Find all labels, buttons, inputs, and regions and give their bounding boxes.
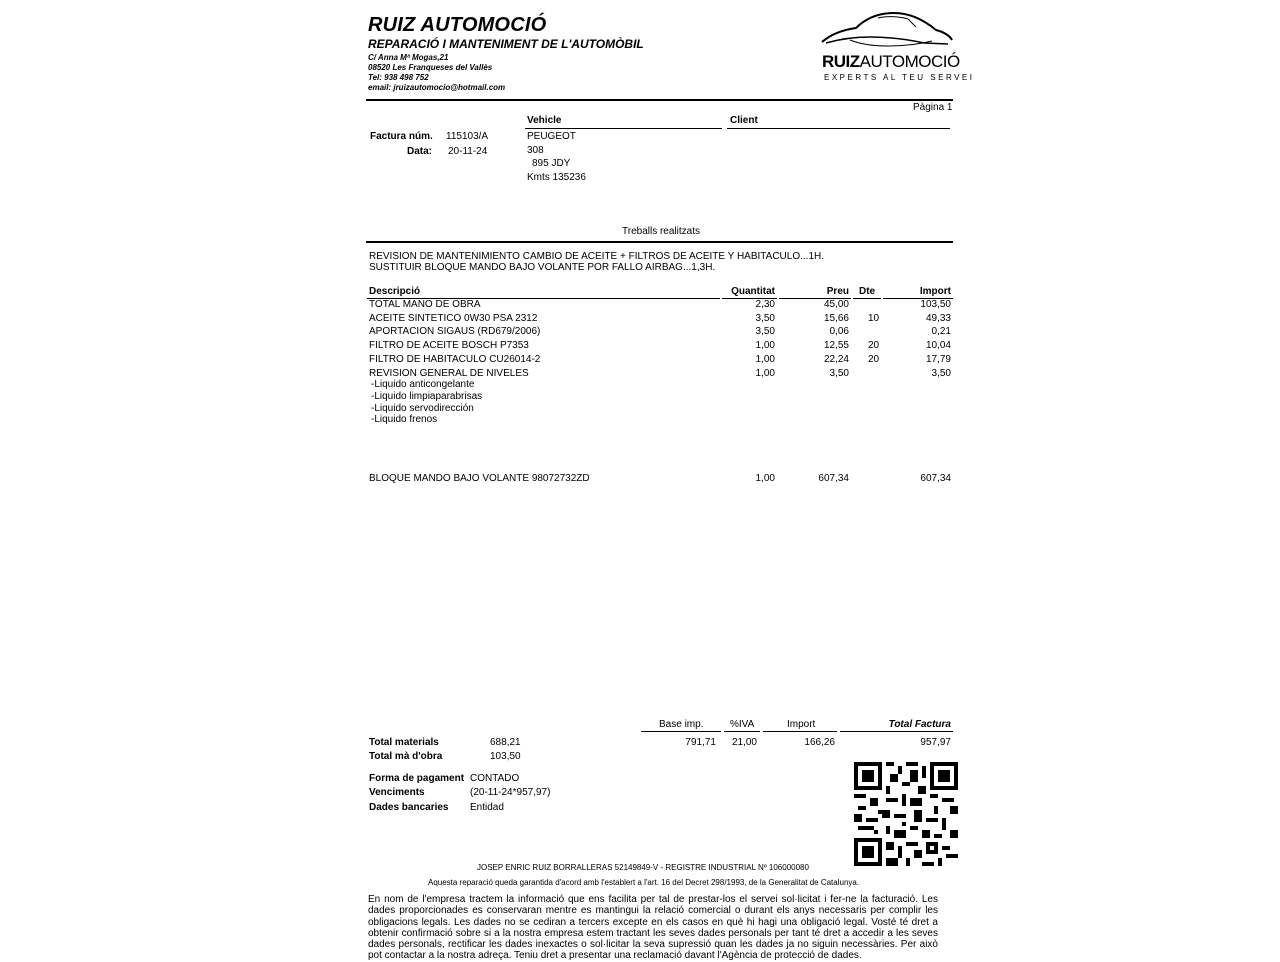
- bank-label: Dades bancaries: [369, 802, 449, 813]
- qr-code-icon: [854, 762, 958, 866]
- work-rule: [366, 241, 953, 243]
- registry-line: JOSEP ENRIC RUIZ BORRALLERAS 52149849-V - REGISTRE INDUSTRIAL Nº 106000080: [477, 863, 809, 872]
- row-amount: 17,79: [925, 354, 951, 365]
- row-amount: 10,04: [925, 340, 951, 351]
- row-description: APORTACION SIGAUS (RD679/2006): [369, 326, 541, 337]
- vat-amount-value: 166,26: [804, 737, 835, 748]
- vehicle-header: Vehicle: [527, 115, 562, 126]
- invoice-date-label: Data:: [407, 146, 433, 157]
- invoice-date: 20-11-24: [448, 146, 488, 157]
- row-discount: 10: [868, 313, 880, 324]
- total-invoice-value: 957,97: [920, 737, 951, 748]
- row-amount: 607,34: [920, 473, 951, 484]
- base-value: 791,71: [685, 737, 716, 748]
- work-line: SUSTITUIR BLOQUE MANDO BAJO VOLANTE POR FALLO AIRBAG...1,3H.: [369, 262, 716, 273]
- row-amount: 103,50: [920, 299, 951, 310]
- col-rule-dte: [853, 298, 881, 299]
- vehicle-plate: 895 JDY: [532, 158, 571, 169]
- payment-method-label: Forma de pagament: [369, 773, 465, 784]
- col-header-amount: Import: [919, 286, 951, 297]
- work-line: REVISION DE MANTENIMIENTO CAMBIO DE ACEITE + FILTROS DE ACEITE Y HABITACULO...1H.: [369, 251, 824, 262]
- row-description: BLOQUE MANDO BAJO VOLANTE 98072732ZD: [369, 473, 590, 484]
- base-label: Base imp.: [659, 719, 704, 730]
- totals-rule-base: [641, 731, 721, 732]
- vat-label: %IVA: [730, 719, 755, 730]
- row-amount: 3,50: [931, 368, 951, 379]
- col-header-description: Descripció: [369, 286, 421, 297]
- company-email: email: jruizautomocio@hotmail.com: [368, 83, 506, 92]
- bank-value: Entidad: [470, 802, 504, 813]
- work-title: Treballs realitzats: [622, 226, 700, 237]
- row-amount: 0,21: [931, 326, 951, 337]
- row-description: TOTAL MANO DE OBRA: [369, 299, 481, 310]
- row-description: REVISION GENERAL DE NIVELES: [369, 368, 529, 379]
- row-description: ACEITE SINTETICO 0W30 PSA 2312: [369, 313, 538, 324]
- warranty-line: Aquesta reparació queda garantida d'acord amb l'establert a l'art. 16 del Decret 298/1993, de la Generalitat de Catalunya.: [428, 878, 860, 887]
- row-quantity: 1,00: [755, 354, 775, 365]
- col-header-discount: Dte: [859, 286, 876, 297]
- company-address: C/ Anna Mª Mogas,21: [368, 53, 449, 62]
- row-quantity: 1,00: [755, 368, 775, 379]
- row-price: 15,66: [823, 313, 849, 324]
- logo-bold: RUIZ: [822, 52, 860, 71]
- page-number: Pàgina 1: [913, 102, 953, 113]
- labour-value: 103,50: [490, 751, 521, 762]
- row-price: 3,50: [829, 368, 849, 379]
- logo-tagline: EXPERTS AL TEU SERVEI: [824, 73, 975, 82]
- row-price: 12,55: [823, 340, 849, 351]
- vehicle-make: PEUGEOT: [527, 131, 576, 142]
- row-subline: -Liquido servodirección: [371, 403, 474, 414]
- vehicle-model: 308: [527, 145, 544, 156]
- due-value: (20-11-24*957,97): [470, 787, 551, 798]
- privacy-text: En nom de l'empresa tractem la informació que ens facilita per tal de prestar-los el servei sol·licitat i fer-ne la facturació. Les dades proporcionades es conservaran mentre es mantingui la relació comercial o durant els anys necessaris per complir les obligacions legals. Les dades no se cediran a tercers excepte en els casos en què hi hagi una obligació legal. Vosté té dret a obtenir confirmació sobre si a la nostra empresa estem tractant les seves dades personals per tant té dret a accedir a les seves dades personals, rectificar les dades inexactes o sol·licitar la seva supressió quan les dades ja no siguin necessàries. Per això pot contactar a la nostra adreça. Teniu dret a presentar una reclamació davant l'Agència de protecció de dades.: [368, 894, 938, 962]
- company-subtitle: REPARACIÓ I MANTENIMENT DE L'AUTOMÒBIL: [368, 37, 644, 51]
- col-header-quantity: Quantitat: [731, 286, 775, 297]
- row-price: 0,06: [829, 326, 849, 337]
- row-quantity: 1,00: [755, 340, 775, 351]
- materials-label: Total materials: [369, 737, 439, 748]
- materials-value: 688,21: [490, 737, 521, 748]
- row-subline: -Liquido anticongelante: [371, 379, 475, 390]
- row-subline: -Liquido limpiaparabrisas: [371, 391, 483, 402]
- row-amount: 49,33: [925, 313, 951, 324]
- row-discount: 20: [868, 340, 880, 351]
- client-header: Client: [730, 115, 758, 126]
- row-price: 22,24: [823, 354, 849, 365]
- col-header-price: Preu: [826, 286, 849, 297]
- row-quantity: 1,00: [755, 473, 775, 484]
- row-quantity: 3,50: [755, 326, 775, 337]
- totals-rule-vat: [724, 731, 760, 732]
- company-city: 08520 Les Franqueses del Vallès: [368, 63, 493, 72]
- row-quantity: 2,30: [755, 299, 775, 310]
- logo-light: AUTOMOCIÓ: [859, 52, 960, 71]
- labour-label: Total mà d'obra: [369, 751, 443, 762]
- totals-rule-import: [763, 731, 837, 732]
- row-price: 45,00: [823, 299, 849, 310]
- invoice-number-label: Factura núm.: [370, 131, 433, 142]
- vehicle-rule: [525, 128, 722, 129]
- payment-method: CONTADO: [470, 773, 520, 784]
- company-name: RUIZ AUTOMOCIÓ: [368, 14, 547, 36]
- row-description: FILTRO DE ACEITE BOSCH P7353: [369, 340, 529, 351]
- header-rule: [366, 99, 953, 101]
- due-label: Venciments: [369, 787, 425, 798]
- vat-value: 21,00: [731, 737, 757, 748]
- vehicle-kms: Kmts 135236: [527, 172, 586, 183]
- total-invoice-label: Total Factura: [888, 719, 951, 730]
- invoice-number: 115103/A: [446, 131, 489, 142]
- row-quantity: 3,50: [755, 313, 775, 324]
- row-price: 607,34: [818, 473, 849, 484]
- import-label: Import: [787, 719, 816, 730]
- logo-wordmark: [822, 52, 960, 72]
- totals-rule-total: [840, 731, 953, 732]
- client-rule: [727, 128, 950, 129]
- row-description: FILTRO DE HABITACULO CU26014-2: [369, 354, 541, 365]
- row-subline: -Liquido frenos: [371, 414, 438, 425]
- car-logo-icon: [820, 10, 956, 56]
- company-phone: Tel: 938 498 752: [368, 73, 429, 82]
- row-discount: 20: [868, 354, 880, 365]
